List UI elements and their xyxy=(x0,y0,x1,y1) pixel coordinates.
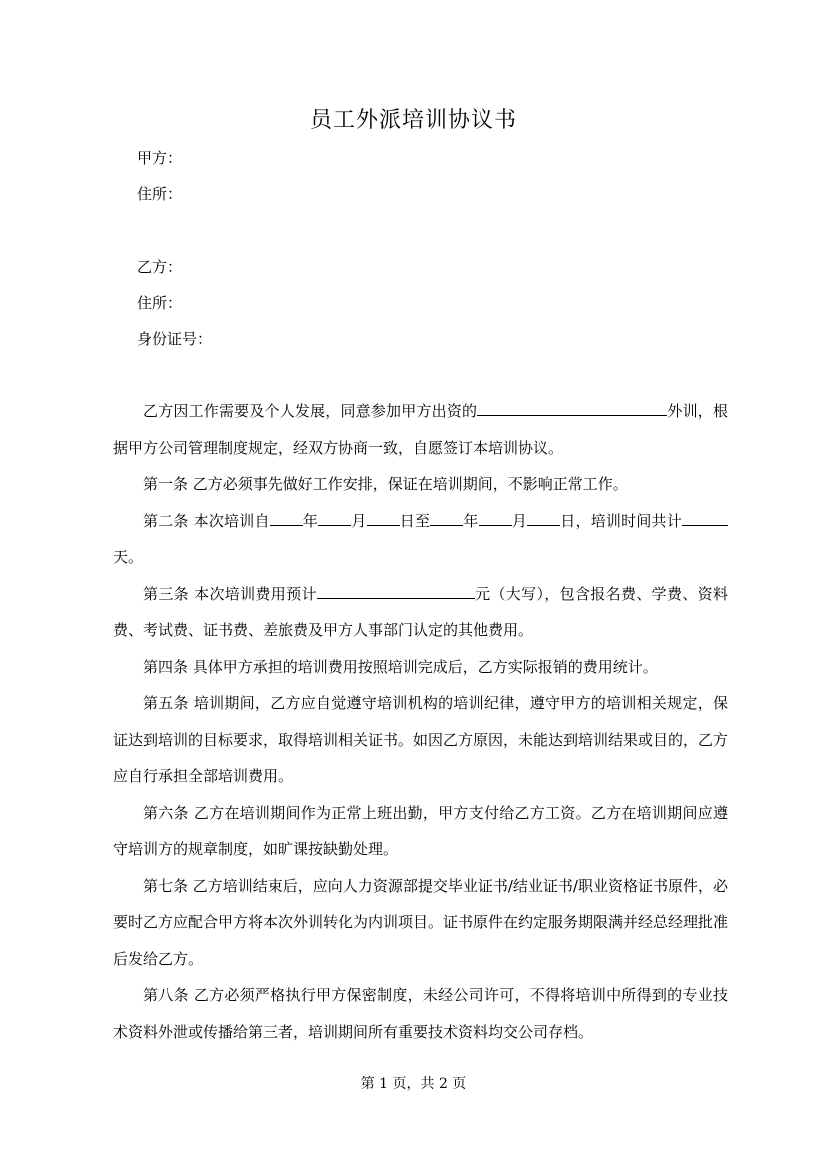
article-2-year-2: 年 xyxy=(463,511,479,530)
article-8: 第八条 乙方必须严格执行甲方保密制度，未经公司许可，不得将培训中所得到的专业技术资料外泄或传播给第三者，培训期间所有重要技术资料均交公司存档。 xyxy=(113,986,728,1041)
end-year-blank xyxy=(430,509,463,526)
party-b-label: 乙方： xyxy=(137,258,183,276)
article-2-day-1: 日至 xyxy=(399,511,431,530)
article-2 xyxy=(113,503,728,576)
intro-text-1: 乙方因工作需要及个人发展，同意参加甲方出资的 xyxy=(143,402,478,420)
article-2-month-2: 月 xyxy=(511,511,528,530)
party-b-address-label: 住所： xyxy=(137,294,183,312)
article-3-prefix: 第三条 本次培训费用预计 xyxy=(143,584,317,603)
article-1: 第一条 乙方必须事先做好工作安排，保证在培训期间，不影响正常工作。 xyxy=(143,475,628,493)
article-3-suffix: 元（大写），包含报名费、学费、资料费、考试费、证书费、差旅费及甲方人事部门认定的其他费用。 xyxy=(113,584,728,639)
intro-paragraph xyxy=(113,393,728,466)
party-a-address-label: 住所： xyxy=(137,185,183,203)
end-month-blank xyxy=(479,509,512,526)
article-4: 第四条 具体甲方承担的培训费用按照培训完成后，乙方实际报销的费用统计。 xyxy=(143,657,658,676)
page-footer: 第 1 页，共 2 页 xyxy=(360,1076,467,1092)
agreement-body xyxy=(113,393,728,1050)
article-2-suffix: 天。 xyxy=(113,548,144,566)
article-5: 第五条 培训期间，乙方应自觉遵守培训机构的培训纪律，遵守甲方的培训相关规定，保证达到培训的目标要求，取得培训相关证书。如因乙方原因，未能达到培训结果或目的，乙方应自行承担全部培训费用。 xyxy=(113,694,729,785)
training-name-blank xyxy=(477,399,667,416)
article-2-month-1: 月 xyxy=(351,511,367,530)
days-blank xyxy=(682,509,728,526)
end-day-blank xyxy=(527,509,560,526)
article-7: 第七条 乙方培训结束后，应向人力资源部提交毕业证书/结业证书/职业资格证书原件，必要时乙方应配合甲方将本次外训转化为内训项目。证书原件在约定服务期限满并经总经理批准后发给乙方。 xyxy=(113,876,729,968)
article-6: 第六条 乙方在培训期间作为正常上班出勤，甲方支付给乙方工资。乙方在培训期间应遵守培训方的规章制度，如旷课按缺勤处理。 xyxy=(113,803,728,858)
article-2-day-2: 日，培训时间共计 xyxy=(560,511,682,530)
start-day-blank xyxy=(367,509,400,526)
intro-text-2: 外训，根据甲方公司管理制度规定，经双方协商一致，自愿签订本培训协议。 xyxy=(113,402,728,457)
article-2-prefix: 第二条 本次培训自 xyxy=(143,511,270,530)
party-b-id-label: 身份证号： xyxy=(137,330,213,348)
article-2-year-1: 年 xyxy=(302,511,319,530)
cost-blank xyxy=(317,582,475,599)
article-3 xyxy=(113,576,728,649)
party-a-label: 甲方： xyxy=(137,149,183,167)
start-year-blank xyxy=(270,509,303,526)
document-title: 员工外派培训协议书 xyxy=(309,108,517,133)
start-month-blank xyxy=(318,509,351,526)
